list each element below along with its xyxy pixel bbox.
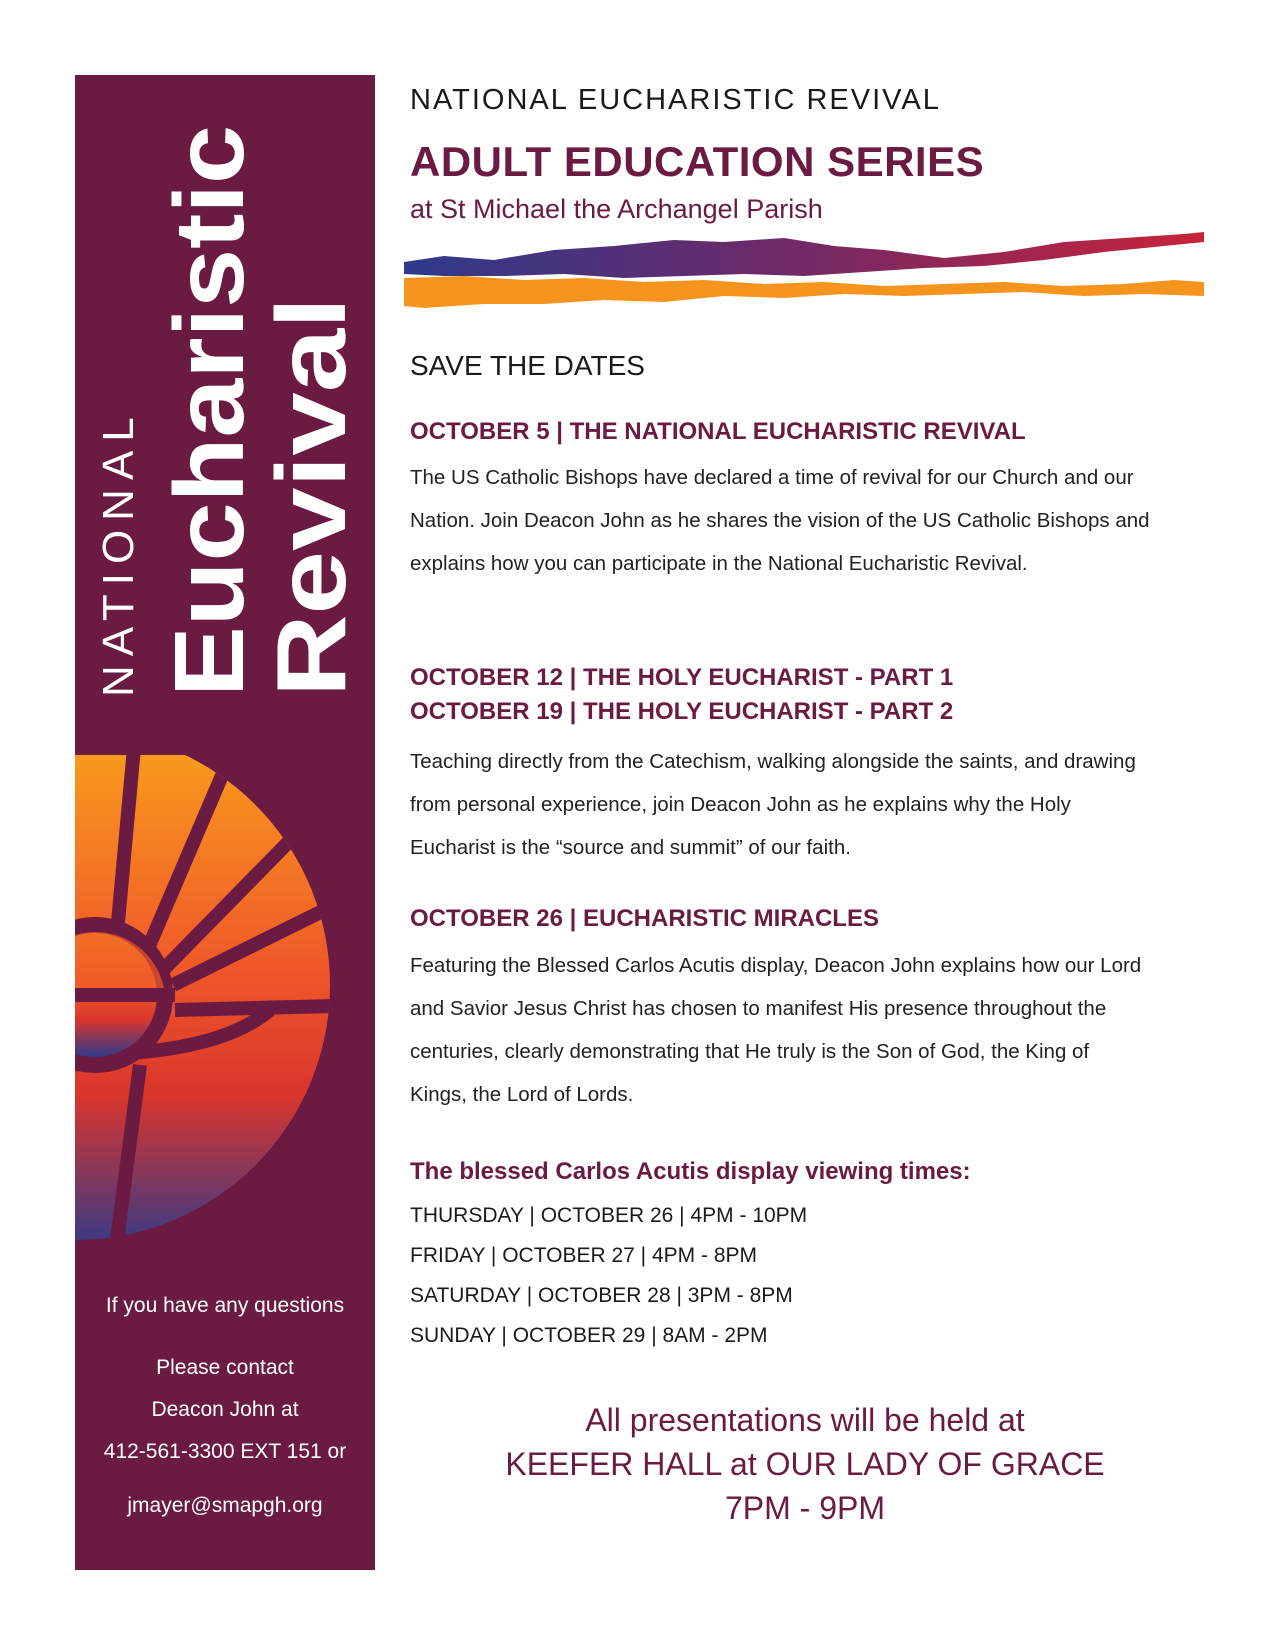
footer-line-1: All presentations will be held at <box>585 1402 1025 1438</box>
logo-revival: Revival <box>256 353 366 697</box>
footer-line-2: KEEFER HALL at OUR LADY OF GRACE <box>505 1446 1105 1482</box>
contact-block <box>75 1285 375 1527</box>
location-footer <box>410 1398 1200 1530</box>
section-body-oct-5: The US Catholic Bishops have declared a time of revival for our Church and our Nation. Join Deacon John as he shares the vision of the US Catholic Bishops and explains how you can participate in the National Eucharistic Revival. <box>410 466 1150 575</box>
section-heading-oct-19: OCTOBER 19 | THE HOLY EUCHARIST - PART 2 <box>410 698 954 725</box>
viewing-time-item: THURSDAY | OCTOBER 26 | 4PM - 10PM <box>410 1204 808 1227</box>
viewing-times-heading: The blessed Carlos Acutis display viewing times: <box>410 1158 971 1185</box>
section-heading-oct-26: OCTOBER 26 | EUCHARISTIC MIRACLES <box>410 905 879 932</box>
page-title: ADULT EDUCATION SERIES <box>410 138 985 185</box>
save-the-dates-heading: SAVE THE DATES <box>410 350 645 381</box>
footer-line-3: 7PM - 9PM <box>724 1490 886 1526</box>
viewing-time-item: SUNDAY | OCTOBER 29 | 8AM - 2PM <box>410 1324 768 1347</box>
section-heading-oct-5: OCTOBER 5 | THE NATIONAL EUCHARISTIC REVIVAL <box>410 418 1026 445</box>
logo-eucharistic: Eucharistic <box>154 168 264 697</box>
header-kicker: NATIONAL EUCHARISTIC REVIVAL <box>410 84 941 116</box>
sunburst-logo-icon <box>75 755 375 1255</box>
section-body-miracles: Featuring the Blessed Carlos Acutis display, Deacon John explains how our Lord and Savior Jesus Christ has chosen to manifest His presence throughout the centuries, clearly demonstrating that He truly is the Son of God, the King of Kings, the Lord of Lords. <box>410 954 1142 1106</box>
contact-intro: If you have any questions <box>105 1294 345 1317</box>
logo-national: NATIONAL <box>94 408 143 697</box>
revival-logo-text <box>75 75 375 725</box>
brushstroke-divider <box>404 232 1204 314</box>
contact-line-1: Please contact <box>156 1356 294 1379</box>
page-subtitle: at St Michael the Archangel Parish <box>410 194 823 224</box>
section-heading-oct-12: OCTOBER 12 | THE HOLY EUCHARIST - PART 1 <box>410 664 954 691</box>
section-body-holy-eucharist: Teaching directly from the Catechism, walking alongside the saints, and drawing from personal experience, join Deacon John as he explains why the Holy Eucharist is the “source and summit” of our faith. <box>410 750 1136 859</box>
viewing-time-item: FRIDAY | OCTOBER 27 | 4PM - 8PM <box>410 1244 757 1267</box>
contact-line-2: Deacon John at <box>151 1398 299 1421</box>
contact-phone: 412-561-3300 EXT 151 or <box>103 1440 347 1463</box>
viewing-time-item: SATURDAY | OCTOBER 28 | 3PM - 8PM <box>410 1284 793 1307</box>
viewing-times-list <box>410 1196 807 1356</box>
contact-email[interactable]: jmayer@smapgh.org <box>127 1494 323 1517</box>
sidebar-banner <box>75 75 375 1570</box>
